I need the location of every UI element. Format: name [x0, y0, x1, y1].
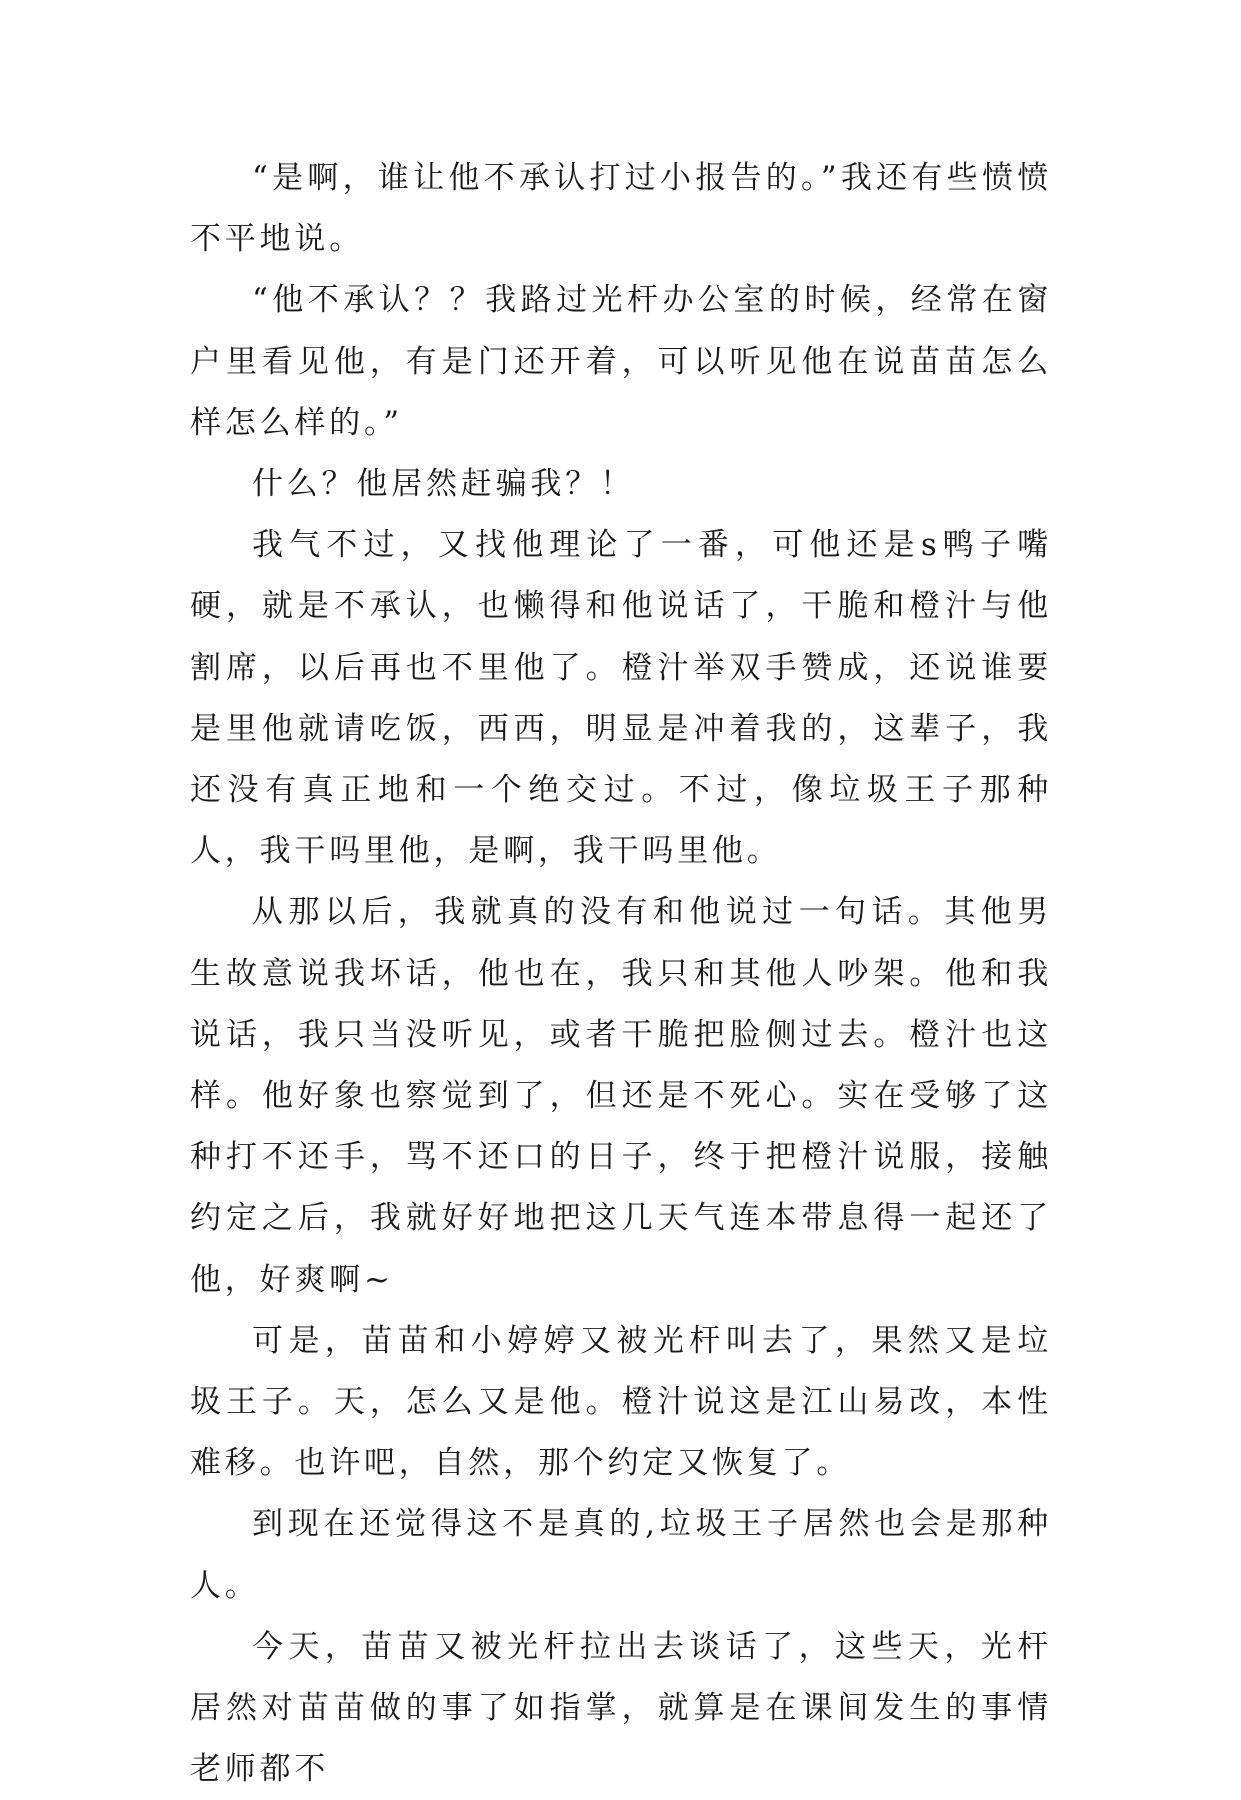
- paragraph: 可是，苗苗和小婷婷又被光杆叫去了，果然又是垃圾王子。天，怎么又是他。橙汁说这是江山易改，本性难移。也许吧，自然，那个约定又恢复了。: [190, 1322, 1052, 1482]
- paragraph: 今天，苗苗又被光杆拉出去谈话了，这些天，光杆居然对苗苗做的事了如指掌，就算是在课间发生的事情老师都不: [190, 1628, 1052, 1788]
- document-body: [190, 148, 1052, 1800]
- paragraph: 我气不过，又找他理论了一番，可他还是s鸭子嘴硬，就是不承认，也懒得和他说话了，干脆和橙汁与他割席，以后再也不里他了。橙汁举双手赞成，还说谁要是里他就请吃饭，西西，明显是冲着我的，这辈子，我还没有真正地和一个绝交过。不过，像垃圾王子那种人，我干吗里他，是啊，我干吗里他。: [190, 527, 1052, 870]
- paragraph: 什么？他居然赶骗我？！: [252, 466, 635, 503]
- paragraph: “他不承认？？我路过光杆办公室的时候，经常在窗户里看见他，有是门还开着，可以听见他在说苗苗怎么样怎么样的。”: [190, 282, 1052, 441]
- paragraph: 从那以后，我就真的没有和他说过一句话。其他男生故意说我坏话，他也在，我只和其他人吵架。他和我说话，我只当没听见，或者干脆把脸侧过去。橙汁也这样。他好象也察觉到了，但还是不死心。实在受够了这种打不还手，骂不还口的日子，终于把橙汁说服，接触约定之后，我就好好地把这几天气连本带息得一起还了他，好爽啊~: [190, 894, 1052, 1298]
- paragraph: “是啊，谁让他不承认打过小报告的。”我还有些愤愤不平地说。: [190, 160, 1052, 258]
- paragraph: 到现在还觉得这不是真的,垃圾王子居然也会是那种人。: [190, 1506, 1052, 1604]
